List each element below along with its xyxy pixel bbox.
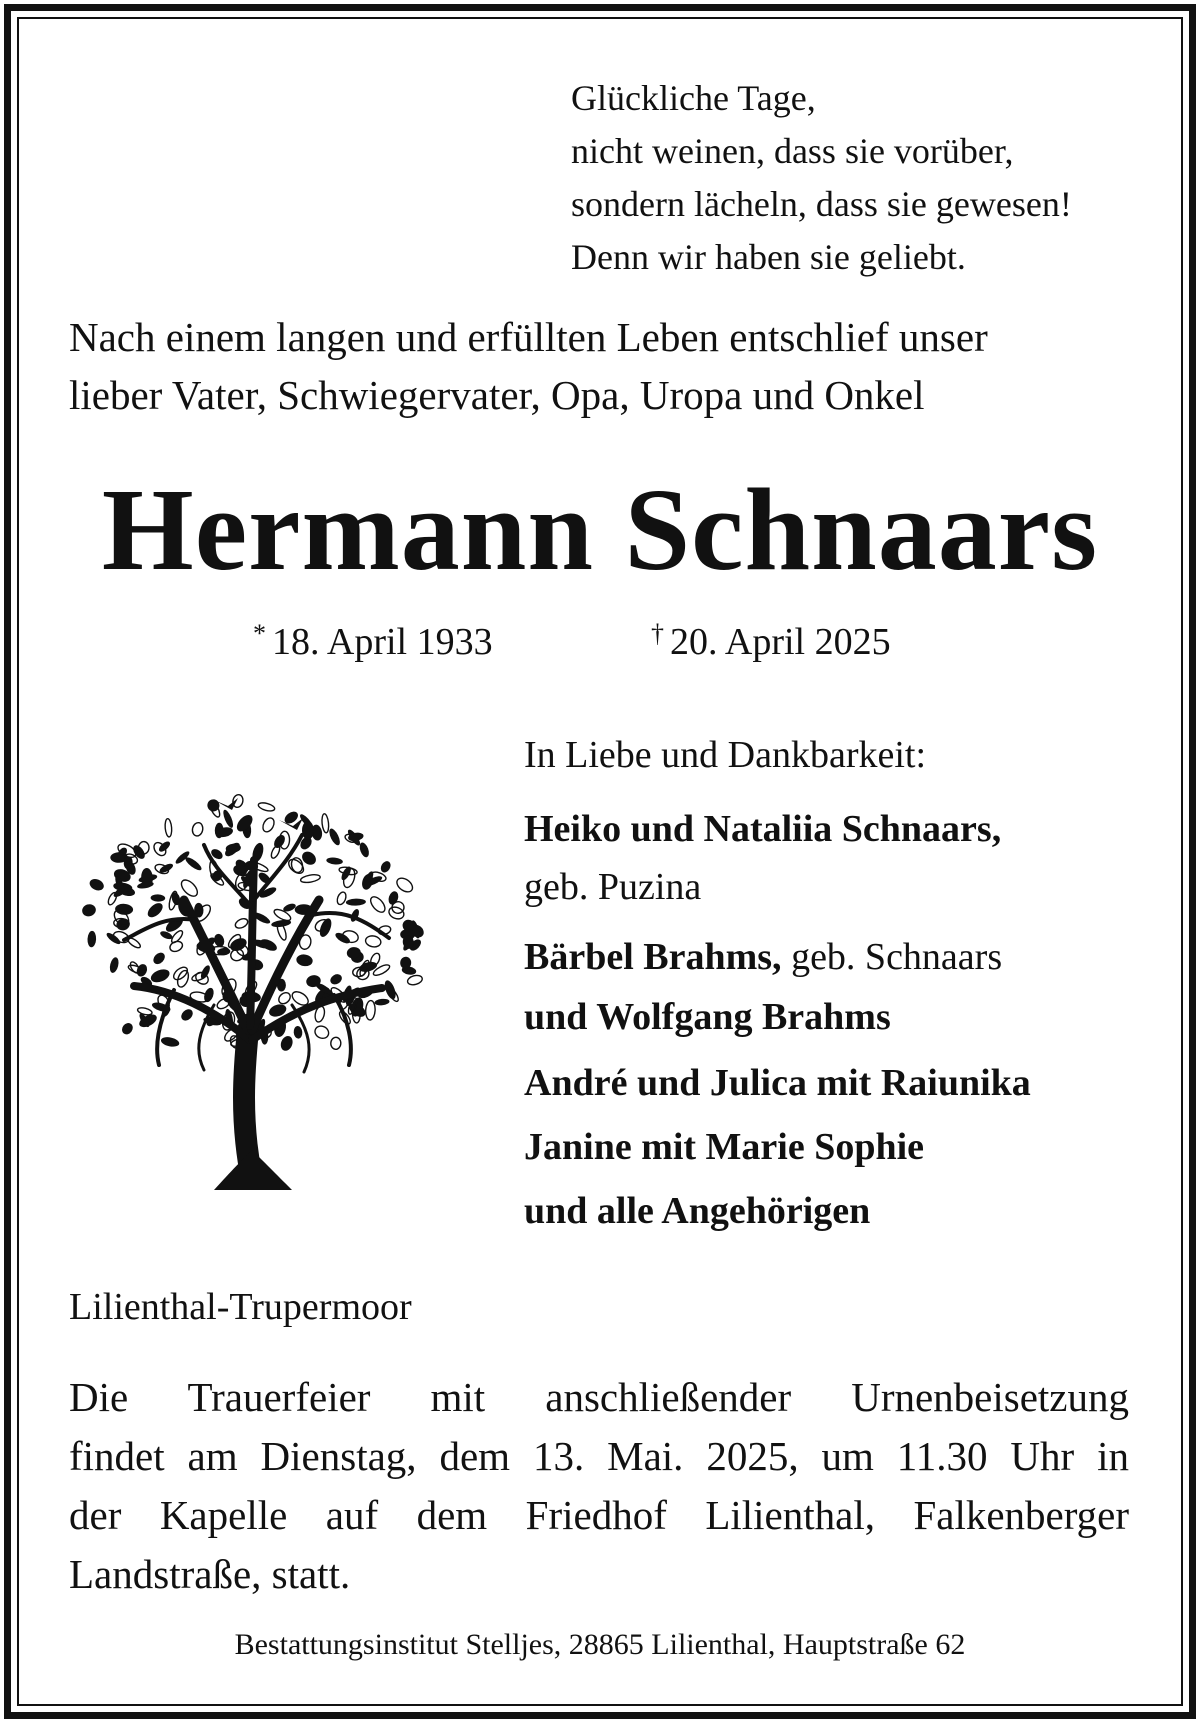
poem-line: Denn wir haben sie geliebt. [571, 237, 966, 277]
ceremony-line: findet am Dienstag, dem 13. Mai. 2025, um 11.30 Uhr in [69, 1433, 1129, 1479]
birth-date-line [253, 620, 493, 664]
funeral-home-footer: Bestattungsinstitut Stelljes, 28865 Lilienthal, Hauptstraße 62 [234, 1628, 966, 1661]
mourner-line: und alle Angehörigen [524, 1190, 871, 1232]
mourner-name: Bärbel Brahms, [524, 936, 782, 978]
ceremony-line: Die Trauerfeier mit anschließender Urnenbeisetzung [69, 1374, 1129, 1420]
mourner-line: und Wolfgang Brahms [524, 996, 891, 1038]
place-name: Lilienthal-Trupermoor [69, 1286, 412, 1328]
birth-date: 18. April 1933 [272, 621, 493, 663]
ceremony-line: der Kapelle auf dem Friedhof Lilienthal, Falkenberger [69, 1492, 1129, 1538]
mourner-line: geb. Puzina [524, 866, 702, 908]
death-date-line [651, 620, 891, 664]
ceremony-line: Landstraße, statt. [69, 1551, 351, 1597]
intro-text [69, 308, 988, 424]
tree-of-life-icon [64, 790, 440, 1190]
mourners-heading: In Liebe und Dankbarkeit: [524, 734, 927, 776]
poem-line: sondern lächeln, dass sie gewesen! [571, 184, 1072, 224]
mourner-line: Janine mit Marie Sophie [524, 1126, 925, 1168]
mourner-maiden-name: geb. Schnaars [791, 936, 1003, 978]
death-date: 20. April 2025 [670, 621, 891, 663]
poem [571, 72, 1072, 284]
mourner-line [524, 935, 1002, 979]
ceremony-notice [69, 1368, 1129, 1604]
poem-line: nicht weinen, dass sie vorüber, [571, 131, 1014, 171]
intro-line: Nach einem langen und erfüllten Leben entschlief unser [69, 314, 988, 360]
poem-line: Glückliche Tage, [571, 78, 816, 118]
mourner-line: Heiko und Nataliia Schnaars, [524, 808, 1002, 850]
mourner-line: André und Julica mit Raiunika [524, 1062, 1031, 1104]
death-symbol: † [651, 619, 664, 648]
birth-symbol: * [253, 619, 266, 648]
intro-line: lieber Vater, Schwiegervater, Opa, Uropa und Onkel [69, 372, 925, 418]
deceased-name: Hermann Schnaars [101, 464, 1099, 595]
